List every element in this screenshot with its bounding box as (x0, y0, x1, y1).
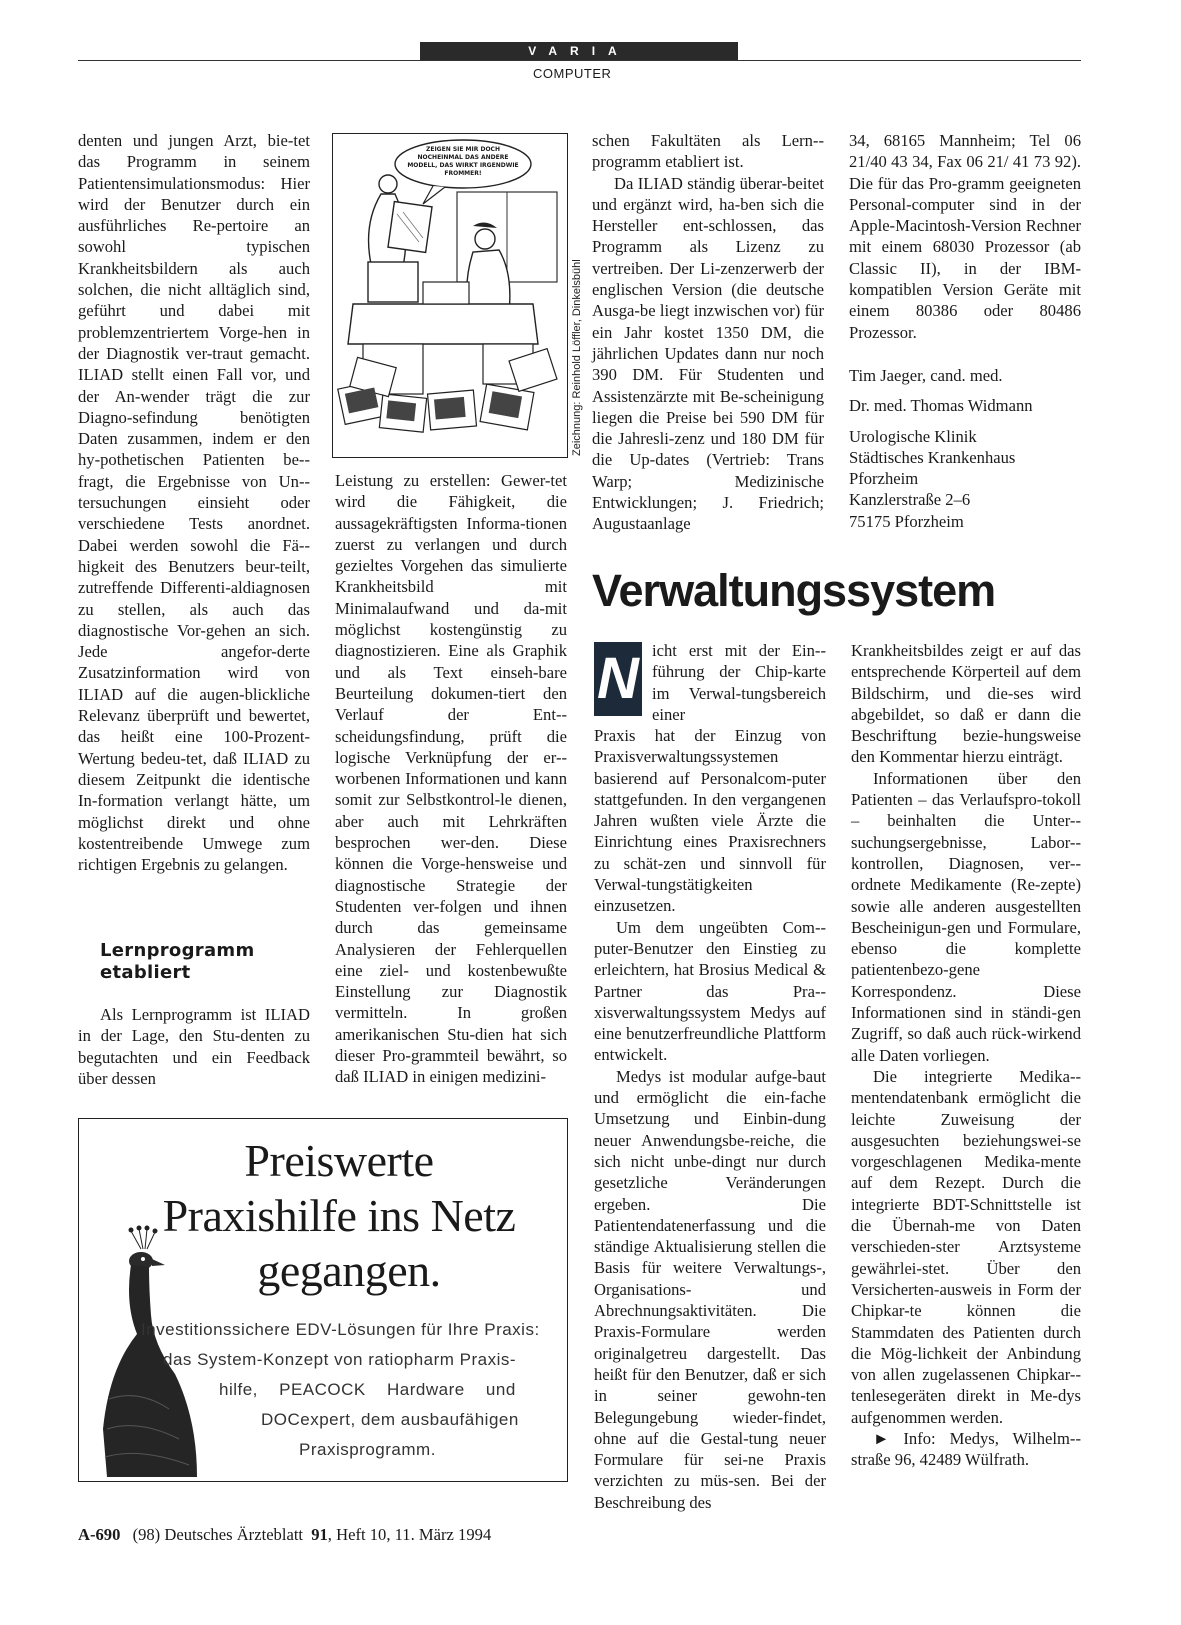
address-line-5: 75175 Pforzheim (849, 511, 964, 531)
ad-body-line-1: Investitionssichere EDV-Lösungen für Ihre Praxis: (141, 1320, 540, 1339)
section-tag-bar (420, 42, 738, 60)
ad-headline (119, 1133, 559, 1298)
salesman-head (379, 175, 397, 193)
footer-issue: , Heft 10, 11. März 1994 (327, 1525, 492, 1544)
col1-paragraph: denten und jungen Arzt, bie-tet das Programm in seinem Patientensimulationsmodus: Hier wird der Benutzer durch ein ausführliches Re-pertoire an sowohl typischen Krankheitsbildern als auch solchen, die nicht alltäglich sind, geführt und dabei mit problemzentriertem Vorge-hen in der Diagnostik ver-traut gemacht. ILIAD stellt einen Fall vor, und der An-wender trägt die zur Diagno-sefindung benötigten Daten zusammen, indem er den hy-pothetischen Patienten be-fragt, die Ergebnisse von Un-tersuchungen einsieht oder verschiedene Tests anordnet. Dabei werden sowohl die Fä-higkeit des Benutzers beur-teilt, zutreffende Differenti-aldiagnosen zu stellen, als auch das diagnostische Vor-gehen an sich. Jede angefor-derte Zusatzinformation wird von ILIAD auf die augen-blickliche Relevanz überprüft und bewertet, das heißt eine 100-Prozent-Wertung bedeu-tet, daß ILIAD zu diesem Zeitpunkt die identische In-formation verlangt hätte, um möglichst direkt und ohne kostentreibende Umwege zum richtigen Ergebnis zu gelangen. (78, 131, 310, 875)
column-2 (335, 470, 567, 1088)
article2-intro-text: icht erst mit der Ein-führung der Chip-karte im Verwal-tungsbereich einer (652, 641, 826, 724)
article2-left-paragraph-2: Um dem ungeübten Com-puter-Benutzer den Einstieg zu erleichtern, hat Brosius Medical & Partner das Pra-xisverwaltungssystem Medys auf eine benutzerfreundliche Plattform entwickelt. (594, 917, 826, 1065)
author-1: Tim Jaeger, cand. med. (849, 365, 1003, 385)
article2-right-column (851, 640, 1081, 1471)
ad-headline-line-2: Praxishilfe ins Netz (162, 1190, 516, 1241)
subheading-lernprogramm: Lernprogramm etabliert (100, 940, 255, 983)
header-rule (78, 60, 1081, 61)
column-4 (849, 130, 1081, 532)
article2-left-column (594, 725, 826, 1513)
address-line-2: Städtisches Krankenhaus (849, 447, 1016, 467)
subsection-label: COMPUTER (533, 66, 612, 81)
ad-headline-line-1: Preiswerte (244, 1135, 434, 1186)
col3-paragraph-2: Da ILIAD ständig überar-beitet und ergänzt wird, ha-ben sich die Hersteller ent-schlossen, das Programm als Lizenz zu vertreiben. Der Li-zenzerwerb der englischen Version (die deutsche Ausga-be liegt inzwischen vor) für ein Jahr kostet 1350 DM, die jährlichen Updates dann nur noch 390 DM. Für Studenten und Assistenzärzte mit Be-scheinigung liegen die Preise bei 590 DM für die Jahresli-zenz und 180 DM für die Up-dates (Vertrieb: Trans Warp; Medizinische Entwicklungen; J. Friedrich; Augustaanlage (592, 173, 824, 534)
article2-intro (652, 640, 826, 725)
ad-body-line-5: Praxisprogramm. (299, 1440, 436, 1459)
col3-paragraph-1: schen Fakultäten als Lern-programm etabliert ist. (592, 131, 824, 172)
col4-paragraph: 34, 68165 Mannheim; Tel 06 21/40 43 34, Fax 06 21/ 41 73 92). Die für das Pro-gramm geeigneten Personal-computer sind in der Apple-Macintosh-Version Rechner mit einem 68030 Prozessor (ab Classic II), in der IBM-kompatiblen Version Geräte mit einem 80386 oder 80486 Prozessor. (849, 131, 1081, 342)
cartoon-frame (332, 133, 568, 458)
address-line-4: Kanzlerstraße 2–6 (849, 490, 971, 510)
doctor-head (475, 229, 495, 249)
article2-right-paragraph-1: Krankheitsbildes zeigt er auf das entsprechende Körperteil auf dem Bildschirm, und die-ses wird abgebildet, so daß er dann die Beschriftung bezie-hungsweise den Kommentar hierzu einträgt. (851, 641, 1081, 767)
col2-paragraph: Leistung zu erstellen: Gewer-tet wird die Fähigkeit, die aussagekräftigsten Informa-tionen zuerst zu verlangen und durch gezieltes Vorgehen das simulierte Krankheitsbild mit Minimalaufwand und da-mit möglichst kostengünstig zu diagnostizieren. Eine als Graphik und als Text einseh-bare Beurteilung dokumen-tiert den Verlauf der Ent-scheidungsfindung, prüft die logische Verknüpfung der er-worbenen Informationen und kann somit zur Selbstkontrol-le dienen, aber auch mit Lehrkräften besprochen wer-den. Diese können die Vorge-hensweise und diagnostische Strategie der Studenten ver-folgen und ihnen durch das gemeinsame Analysieren der Fehlerquellen eine ziel- und kostenbewußte Einstellung zur Diagnostik vermitteln. In großen amerikanischen Stu-dien hat sich dieser Pro-grammteil bewährt, so daß ILIAD in einigen medizini- (335, 471, 567, 1087)
cartoon-credit: Zeichnung: Reinhold Löffler, Dinkelsbühl (571, 259, 583, 456)
article2-right-paragraph-2: Informationen über den Patienten – das Verlaufspro-tokoll – beinhalten die Unter-suchungsergebnisse, Labor-kontrollen, Diagnosen, ver-ordnete Medikamente (Re-zepte) sowie alle anderen ausgestellten Bescheinigun-gen und Formulare, ebenso die komplette patientenbezo-gene Korrespondenz. Diese Informationen sind in ständi-gen Zugriff, so daß auch rück-wirkend alle Daten vorliegen. (851, 768, 1081, 1065)
ad-body-line-2: das System-Konzept von ratiopharm Praxis- (163, 1350, 517, 1369)
author-2: Dr. med. Thomas Widmann (849, 396, 1033, 416)
address-line-1: Urologische Klinik (849, 426, 977, 446)
column-3 (592, 130, 824, 535)
article2-left-paragraph-3: Medys ist modular aufge-baut und ermöglicht die ein-fache Umsetzung und Einbin-dung neuer Anwendungsbe-reiche, die sich nicht unbe-dingt nur durch gesetzliche Veränderungen ergeben. Die Patientendatenerfassung und die ständige Aktualisierung stellen die Basis für weitere Verwaltungs-, Organisations- und Abrechnungsaktivitäten. Die Praxis-Formulare werden originalgetreu dargestellt. Das heißt für den Benutzer, daß er sich in seiner gewohn-ten Belegungebung wieder-findet, ohne auf die Gestal-tung neuer Formulare für sei-ne Praxis verzichten zu müs-sen. Bei der Beschreibung des (594, 1066, 826, 1512)
col1-paragraph-after: Als Lernprogramm ist ILIAD in der Lage, den Stu-denten zu begutachten und ein Feedback über dessen (78, 1005, 310, 1088)
article2-left-paragraph-1: Praxis hat der Einzug von Praxisverwaltungssystemen basierend auf Personalcom-puter stattgefunden. In den vergangenen Jahren wußten viele Ärzte die Einrichtung eines Praxisrechners zu schät-zen und sinnvoll für Verwal-tungstätigkeiten einzusetzen. (594, 726, 826, 916)
page-footer (78, 1525, 491, 1545)
ad-body (139, 1315, 559, 1465)
article2-info: ► Info: Medys, Wilhelm-straße 96, 42489 Wülfrath. (851, 1428, 1081, 1470)
ad-body-line-3: hilfe, PEACOCK Hardware und (219, 1380, 516, 1399)
footer-volume: 91 (311, 1525, 328, 1544)
cartoon-illustration (333, 134, 567, 457)
column-1-continued (78, 1004, 310, 1089)
article-title: Verwaltungssystem (592, 565, 996, 616)
ad-headline-line-3: gegangen. (257, 1245, 441, 1296)
address-line-3: Pforzheim (849, 469, 919, 489)
column-1 (78, 130, 310, 875)
section-tag: VARIA (528, 44, 630, 58)
footer-page-id: A-690 (78, 1525, 121, 1544)
footer-journal: (98) Deutsches Ärzteblatt (132, 1525, 304, 1544)
ad-body-line-4: DOCexpert, dem ausbaufähigen (261, 1410, 519, 1429)
article2-right-paragraph-3: Die integrierte Medika-mentendatenbank ermöglicht die leichte Zuweisung der ausgesuchten beziehungswei-se vorgeschlagenen Medika-mente auf dem Rezept. Durch die integrierte BDT-Schnittstelle ist die Übernah-me von Daten verschieden-ster Arztsysteme gewährlei-stet. Über den Versicherten-ausweis in Form der Chipkar-te können die Stammdaten des Patienten durch die Mög-lichkeit der Anbindung von allen zugelassenen Chipkar-tenlesegeräten direkt in Me-dys aufgenommen werden. (851, 1066, 1081, 1427)
speech-bubble-text: ZEIGEN SIE MIR DOCH NOCHEINMAL DAS ANDERE MODELL, DAS WIRKT IRGENDWIE FROMMER! (407, 146, 519, 177)
advertisement-box (78, 1118, 568, 1482)
dropcap-letter: N (594, 642, 642, 716)
